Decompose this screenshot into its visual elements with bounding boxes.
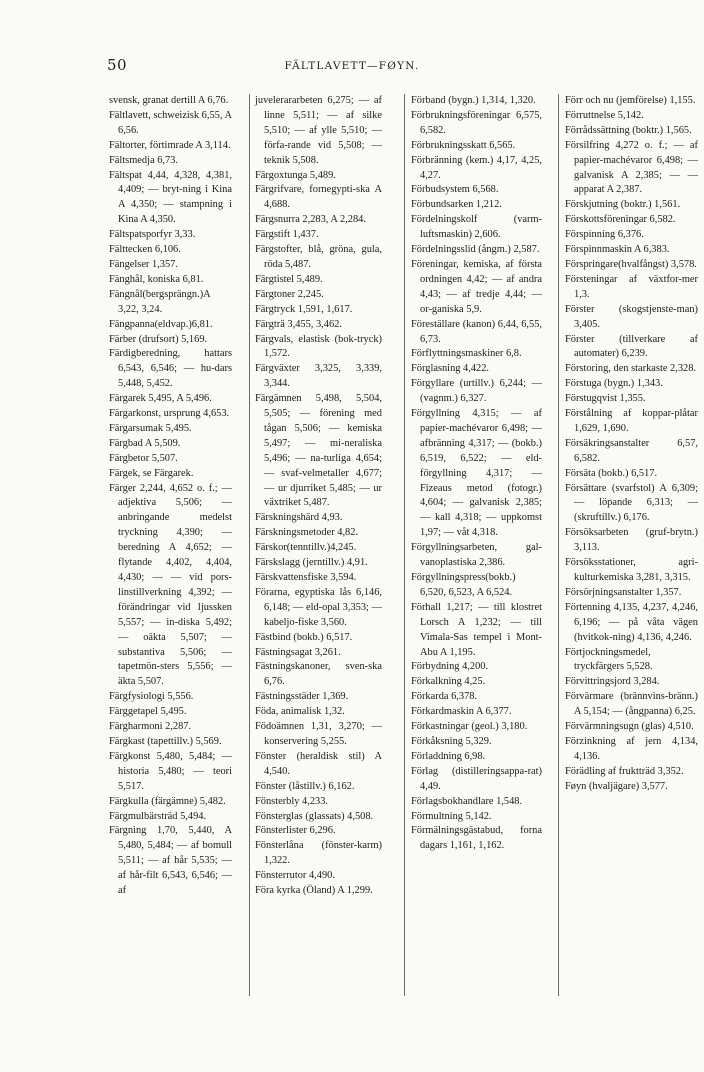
index-entry: Förädling af fruktträd 3,352. — [565, 765, 684, 777]
index-entry: Färskningsmetoder 4,82. — [255, 527, 359, 539]
index-entry: Färgbad A 5,509. — [109, 437, 181, 449]
index-entry: Färskvattensfiske 3,594. — [255, 572, 357, 583]
index-entry: Fönster (låstillv.) 6,162. — [255, 780, 355, 792]
index-entry: Förbundsarken 1,212. — [411, 199, 502, 211]
index-entry: Förflyttningsmaskiner 6,8. — [411, 348, 522, 360]
index-entry: Förkarda 6,378. — [411, 691, 478, 703]
index-entry: Förspinning 6,376. — [565, 229, 644, 241]
index-entry: Färgarkonst, ursprung 4,653. — [109, 408, 230, 420]
index-entry: Förbränning (kem.) 4,17, 4,25, 4,27. — [411, 154, 542, 181]
index-entry: Förgyllningsarbeten, gal-vanoplastiska 2,386. — [411, 542, 542, 569]
index-entry: Förrådssättning (boktr.) 1,565. — [565, 124, 692, 136]
index-column-4 — [565, 94, 698, 795]
index-entry: Försöksarbeten (gruf-brytn.) 3,113. — [565, 527, 698, 554]
index-entry: Färber (drufsort) 5,169. — [109, 333, 208, 345]
index-entry: Färskor(tenntillv.)4,245. — [255, 542, 357, 554]
index-entry: Fördelningsslid (ångm.) 2,587. — [411, 244, 540, 256]
index-entry: Färgoxtunga 5,489. — [255, 169, 336, 181]
index-entry: Färgkonst 5,480, 5,484; — historia 5,480; — teori 5,517. — [109, 750, 232, 792]
index-entry: Fästningsagat 3,261. — [255, 646, 341, 658]
index-entry: Förstoring, den starkaste 2,328. — [565, 363, 697, 375]
index-entry: Försöksstationer, agri-kulturkemiska 3,281, 3,315. — [565, 557, 698, 583]
index-entry: Förgyllningspress(bokb.) 6,520, 6,523, A 6,524. — [411, 572, 516, 598]
column-rule — [249, 94, 250, 996]
index-entry: Föreställare (kanon) 6,44, 6,55, 6,73. — [411, 318, 542, 345]
index-entry: Fönsterrutor 4,490. — [255, 870, 335, 882]
index-entry: Förstugqvist 1,355. — [565, 393, 646, 405]
index-entry: Förspringare(hvalfångst) 3,578. — [565, 258, 697, 270]
index-entry: Fältspat 4,44, 4,328, 4,381, 4,409; — bryt-ning i Kina A 4,350; — stampning i Kina A 4,350. — [109, 169, 232, 226]
index-entry: Fänghål, koniska 6,81. — [109, 273, 204, 285]
index-entry: Fältspatsporfyr 3,33. — [109, 229, 196, 241]
index-entry: Förvärmningsugn (glas) 4,510. — [565, 721, 694, 733]
index-entry: Färgarek 5,495, A 5,496. — [109, 393, 212, 405]
index-entry: Fönsterlåna (fönster-karm) 1,322. — [255, 840, 382, 867]
index-entry: Förzinkning af jern 4,134, 4,136. — [565, 735, 698, 762]
index-entry: Förbrukningsföreningar 6,575, 6,582. — [411, 109, 542, 136]
index-entry: Förstålning af koppar-plåtar 1,629, 1,690. — [565, 408, 698, 434]
index-entry: Förruttnelse 5,142. — [565, 109, 644, 121]
index-entry: Färgmulbärsträd 5,494. — [109, 810, 207, 822]
index-entry: Fältsmedja 6,73. — [109, 154, 178, 166]
index-entry: Förkardmaskin A 6,377. — [411, 706, 512, 718]
index-entry: svensk, granat dertill A 6,76. — [109, 95, 229, 106]
index-entry: Föda, animalisk 1,32. — [255, 706, 345, 718]
index-entry: Förkåksning 5,329. — [411, 735, 492, 747]
index-entry: Förladdning 6,98. — [411, 750, 486, 762]
index-entry: Färgharmoni 2,287. — [109, 721, 192, 733]
index-entry: Förarna, egyptiska lås 6,146, 6,148; — eld-opal 3,353; — kabeljo-fiske 3,560. — [255, 586, 382, 628]
index-entry: Färgek, se Färgarek. — [109, 467, 194, 479]
index-entry: Fälttecken 6,106. — [109, 244, 181, 256]
index-entry: Färgstofter, blå, gröna, gula, röda 5,487. — [255, 244, 382, 270]
index-entry: Färskningshärd 4,93. — [255, 512, 343, 524]
index-entry: Färger 2,244, 4,652 o. f.; — adjektiva 5,506; — anbringande medelst tryckning 4,390; — beredning A 4,652; — flytande 4,402, 4,404, 4,430; — — vid pors-linstillverkning 4,392; — förändringar vid ljussken 5,557; — in-diska 5,492; — oäkta 5,507; — substantiva 5,506; — tapetmön-sters 5,556; — äkta 5,507. — [109, 482, 232, 688]
index-entry: Födoämnen 1,31, 3,270; — konservering 5,255. — [255, 721, 382, 747]
index-entry: Förbydning 4,200. — [411, 661, 489, 673]
index-entry: Fästningsstäder 1,369. — [255, 691, 349, 703]
index-entry: Färgtoner 2,245. — [255, 288, 324, 300]
index-entry: Förster (skogstjenste-man) 3,405. — [565, 303, 698, 330]
index-entry: Färgsnurra 2,283, A 2,284. — [255, 214, 366, 226]
index-entry: Fönster (heraldisk stil) A 4,540. — [255, 750, 382, 777]
index-entry: Färskslagg (jerntillv.) 4,91. — [255, 557, 368, 569]
index-entry: Förband (bygn.) 1,314, 1,320. — [411, 95, 536, 106]
index-entry: Färggetapel 5,495. — [109, 706, 187, 718]
index-entry: Färgvals, elastisk (bok-tryck) 1,572. — [255, 333, 382, 360]
index-entry: Förspinnmaskin A 6,383. — [565, 244, 670, 256]
index-entry: Färgkast (tapettillv.) 5,569. — [109, 735, 222, 747]
index-entry: Fönsterglas (glassats) 4,508. — [255, 810, 374, 822]
index-entry: Fönsterlister 6,296. — [255, 825, 336, 837]
index-entry: Färgväxter 3,325, 3,339, 3,344. — [255, 363, 382, 390]
index-entry: Föreningar, kemiska, af första ordningen 4,42; — af andra 4,43; — af tredje 4,44; — or-ganiska 5,9. — [411, 258, 542, 315]
column-rule — [558, 94, 559, 996]
index-entry: Färgarsumak 5,495. — [109, 422, 192, 434]
index-entry: Förr och nu (jemförelse) 1,155. — [565, 95, 696, 106]
index-column-2 — [255, 94, 382, 899]
index-entry: Förtenning 4,135, 4,237, 4,246, 6,196; — på våta vägen (hvitkok-ning) 4,136, 4,246. — [565, 601, 698, 643]
index-entry: Förgyllare (urtillv.) 6,244; — (vagnm.) 6,327. — [411, 378, 542, 405]
index-entry: Förhall 1,217; — till klostret Lorsch A 1,232; — till Vimala-Sas tempel i Mont-Abu A 1,195. — [411, 601, 542, 658]
index-entry: Fönsterbly 4,233. — [255, 795, 329, 807]
index-entry: Förvittringsjord 3,284. — [565, 676, 660, 688]
index-entry: Färgstift 1,437. — [255, 229, 319, 241]
index-entry: Fängelser 1,357. — [109, 258, 178, 270]
index-entry: Förlagsbokhandlare 1,548. — [411, 795, 523, 807]
index-entry: Förbudsystem 6,568. — [411, 184, 499, 196]
index-entry: Förvärmare (brännvins-bränn.) A 5,154; — (ångpanna) 6,25. — [565, 691, 698, 718]
index-entry: Förskottsföreningar 6,582. — [565, 214, 676, 226]
index-entry: Fängpanna(eldvap.)6,81. — [109, 318, 213, 330]
index-entry: Förglasning 4,422. — [411, 363, 490, 375]
index-entry: Förkastningar (geol.) 3,180. — [411, 721, 528, 733]
index-entry: Fältlavett, schweizisk 6,55, A 6,56. — [109, 109, 232, 136]
index-entry: Förgyllning 4,315; — af papier-machévaror 6,498; — afbränning 4,317; — (bokb.) 6,519, 6,522; — eld-förgyllning 4,317; — Fizeaus metod (fotogr.) 4,604; — galvanisk 2,385; — kall 4,318; — uppkomst 1,97; — våt 4,318. — [411, 408, 542, 539]
index-entry: Försättare (svarfstol) A 6,309; — löpande 6,313; — (skruftillv.) 6,176. — [565, 482, 698, 524]
index-entry: juvelerararbeten 6,275; — af linne 5,511; — af silke 5,510; — af ylle 5,510; — förfa-rande vid 5,508; — teknik 5,508. — [255, 95, 382, 166]
index-entry: Försäta (bokb.) 6,517. — [565, 467, 658, 479]
index-column-1 — [109, 94, 232, 899]
index-entry: Förbrukningsskatt 6,565. — [411, 139, 516, 151]
index-entry: Försilfring 4,272 o. f.; — af papier-machévaror 6,498; — galvanisk A 2,385; — — apparat A 2,387. — [565, 139, 698, 196]
index-entry: Fördelningskolf (varm-luftsmaskin) 2,606. — [411, 214, 542, 241]
index-entry: Fältorter, förtimrade A 3,114. — [109, 139, 231, 151]
index-entry: Förtjockningsmedel, tryckfärgers 5,528. — [565, 646, 653, 673]
index-entry: Färgfysiologi 5,556. — [109, 691, 194, 703]
index-entry: Fästningskanoner, sven-ska 6,76. — [255, 661, 382, 688]
index-entry: Förkalkning 4,25. — [411, 676, 486, 688]
index-entry: Föra kyrka (Öland) A 1,299. — [255, 885, 373, 897]
index-entry: Förmälningsgästabud, forna dagars 1,161, 1,162. — [411, 825, 542, 852]
index-entry: Försteningar af växtfor-mer 1,3. — [565, 273, 698, 300]
index-entry: Förstuga (bygn.) 1,343. — [565, 378, 663, 390]
index-entry: Färgbetor 5,507. — [109, 452, 178, 464]
index-entry: Färgkulla (färgämne) 5,482. — [109, 795, 226, 807]
index-column-3 — [411, 94, 542, 854]
index-entry: Färgämnen 5,498, 5,504, 5,505; — förening med tågan 5,506; — kemiska 5,497; — mi-neraliska 5,496; — na-turliga 4,654; — svaf-velmetaller 4,677; — ur djurriket 5,485; — ur växtriket 5,487. — [255, 393, 382, 509]
index-entry: Förskjutning (boktr.) 1,561. — [565, 199, 681, 211]
index-entry: Försäkringsanstalter 6,57, 6,582. — [565, 437, 698, 464]
index-entry: Färgtryck 1,591, 1,617. — [255, 303, 353, 315]
index-entry: Føyn (hvaljägare) 3,577. — [565, 780, 668, 792]
index-entry: Fästbind (bokb.) 6,517. — [255, 631, 353, 643]
page-number: 50 — [107, 56, 128, 74]
index-entry: Försörjningsanstalter 1,357. — [565, 586, 682, 598]
index-entry: Färgtistel 5,489. — [255, 273, 323, 285]
index-entry: Förlag (distilleringsappa-rat) 4,49. — [411, 765, 542, 792]
index-entry: Förster (tillverkare af automater) 6,239. — [565, 333, 698, 360]
index-entry: Färgning 1,70, 5,440, A 5,480, 5,484; — af bomull 5,511; — af hår 5,535; — af hår-filt 6,543, 6,546; — af — [109, 825, 232, 897]
index-entry: Fängnål(bergsprängn.)A 3,22, 3,24. — [109, 288, 211, 315]
index-entry: Förmultning 5,142. — [411, 810, 492, 822]
index-entry: Färdigberedning, hattars 6,543, 6,546; — hu-dars 5,448, 5,452. — [109, 348, 232, 390]
index-entry: Färgträ 3,455, 3,462. — [255, 318, 342, 330]
column-rule — [404, 94, 405, 996]
running-head: FÄLTLAVETT—FØYN. — [284, 60, 420, 72]
index-entry: Färgrifvare, fornegypti-ska A 4,688. — [255, 184, 382, 211]
